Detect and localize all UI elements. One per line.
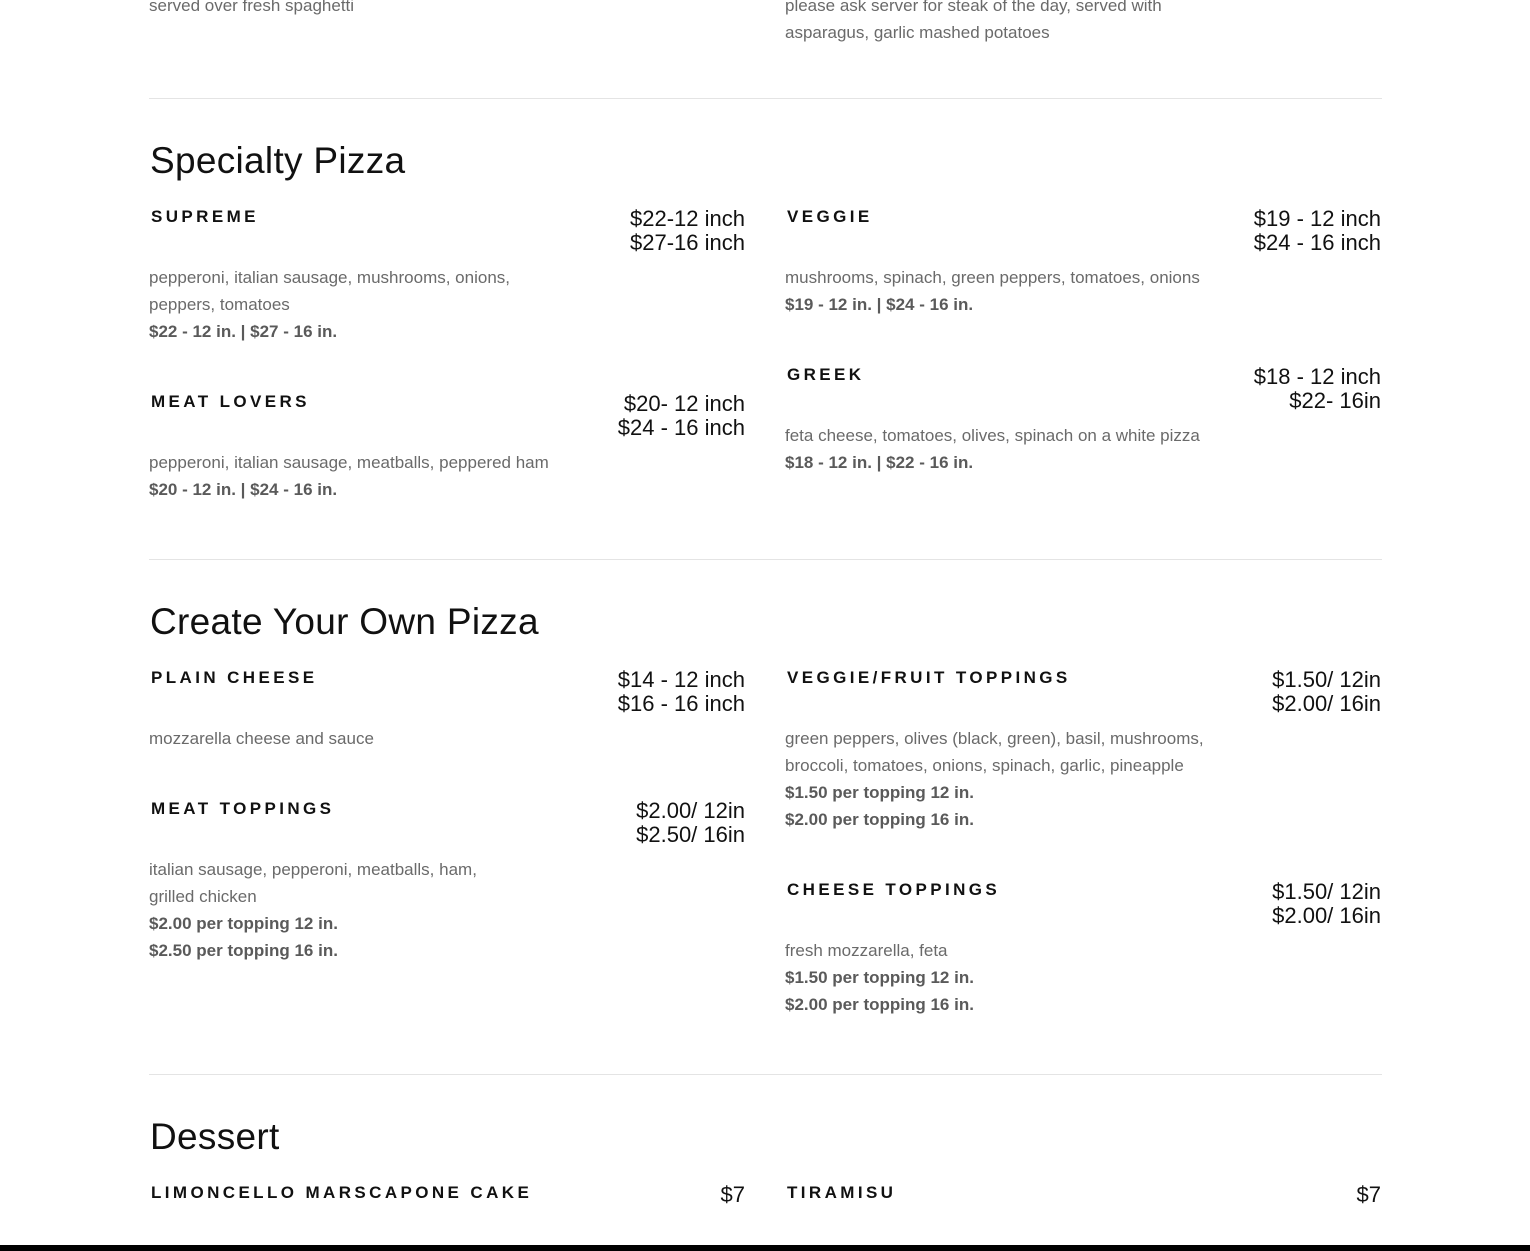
item-prices [1254,207,1381,255]
item-price: $2.50/ 16in [636,822,745,847]
item-price: $2.00/ 16in [1272,903,1381,928]
item-description-text: green peppers, olives (black, green), basil, mushrooms, broccoli, tomatoes, onions, spinach, garlic, pineapple [785,729,1204,775]
item-price: $19 - 12 inch [1253,206,1381,231]
item-name: VEGGIE/FRUIT TOPPINGS [787,668,1071,687]
previous-item-description: served over fresh spaghetti [149,0,355,15]
item-name: PLAIN CHEESE [151,668,318,687]
item-price-summary: $19 - 12 in. | $24 - 16 in. [785,295,974,314]
item-price: $22-12 inch [630,206,745,231]
item-price: $24 - 16 inch [1253,230,1381,255]
section-title-create-your-own-pizza: Create Your Own Pizza [150,601,539,642]
section-divider [149,1074,1382,1075]
item-description-text: italian sausage, pepperoni, meatballs, ham, grilled chicken [149,860,477,906]
item-price: $2.00/ 12in [636,798,745,823]
item-price-summary: $2.00 per topping 16 in. [785,995,974,1014]
item-price: $2.00/ 16in [1272,691,1381,716]
item-prices [618,668,745,716]
item-prices [618,392,745,440]
item-price-summary: $2.00 per topping 16 in. [785,810,974,829]
item-description [785,725,1215,833]
item-price: $18 - 12 inch [1253,364,1381,389]
item-prices [636,799,745,847]
item-description-text: mozzarella cheese and sauce [149,729,374,748]
item-name: SUPREME [151,207,259,226]
section-divider [149,559,1382,560]
section-title-dessert: Dessert [150,1116,280,1157]
item-description-text: mushrooms, spinach, green peppers, tomatoes, onions [785,268,1200,287]
item-price: $7 [720,1182,745,1207]
item-description [149,856,509,964]
item-prices [1254,365,1381,413]
item-price: $16 - 16 inch [617,691,745,716]
section-title-specialty-pizza: Specialty Pizza [150,140,406,181]
item-description [785,937,1205,1018]
item-prices [721,1183,745,1207]
item-description [149,264,569,345]
item-price-summary: $2.00 per topping 12 in. [149,914,338,933]
item-prices [1272,668,1381,716]
item-description-text: pepperoni, italian sausage, meatballs, peppered ham [149,453,549,472]
item-description-text: pepperoni, italian sausage, mushrooms, onions, peppers, tomatoes [149,268,510,314]
item-price-summary: $20 - 12 in. | $24 - 16 in. [149,480,338,499]
item-name: MEAT LOVERS [151,392,310,411]
item-price: $20- 12 inch [623,391,745,416]
item-price: $24 - 16 inch [617,415,745,440]
item-description [785,264,1205,318]
item-prices [1357,1183,1381,1207]
item-price: $7 [1356,1182,1381,1207]
item-description-text: fresh mozzarella, feta [785,941,948,960]
item-price-summary: $22 - 12 in. | $27 - 16 in. [149,322,338,341]
item-price: $14 - 12 inch [617,667,745,692]
item-description [149,449,579,503]
item-price: $22- 16in [1289,388,1381,413]
item-prices [1272,880,1381,928]
item-name: CHEESE TOPPINGS [787,880,1001,899]
item-name: VEGGIE [787,207,873,226]
item-name: MEAT TOPPINGS [151,799,335,818]
item-price-summary: $1.50 per topping 12 in. [785,783,974,802]
item-price-summary: $1.50 per topping 12 in. [785,968,974,987]
item-name: GREEK [787,365,865,384]
section-divider [149,98,1382,99]
item-price: $1.50/ 12in [1272,879,1381,904]
item-name: TIRAMISU [787,1183,897,1202]
item-price: $1.50/ 12in [1272,667,1381,692]
item-price: $27-16 inch [630,230,745,255]
item-description-text: feta cheese, tomatoes, olives, spinach on a white pizza [785,426,1200,445]
item-description [785,422,1225,476]
previous-item-description: please ask server for steak of the day, served with asparagus, garlic mashed potatoes [785,0,1162,42]
item-price-summary: $2.50 per topping 16 in. [149,941,338,960]
item-description [149,725,569,752]
item-price-summary: $18 - 12 in. | $22 - 16 in. [785,453,974,472]
footer-bar [0,1245,1530,1251]
item-name: LIMONCELLO MARSCAPONE CAKE [151,1183,533,1202]
item-prices [630,207,745,255]
